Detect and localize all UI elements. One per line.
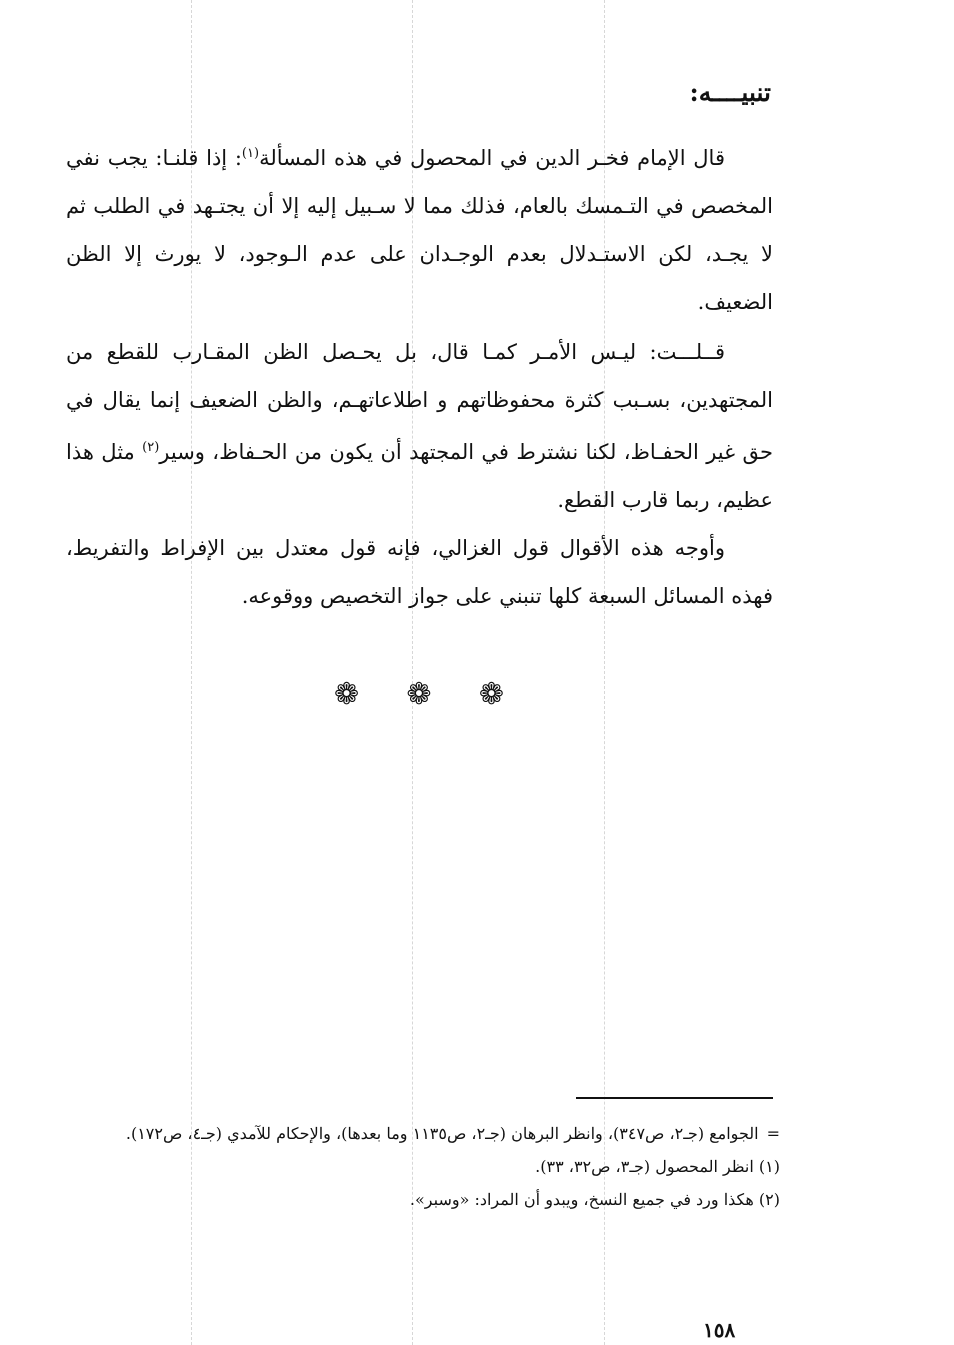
paragraph-3: وأوجه هذه الأقوال قول الغزالي، فإنه قول معتدل بين الإفراط والتفريط، فهذه المسائل السبعة كلها تنبني على جواز التخصيص ووقوعه. [66,536,773,608]
footnote-1: (١) انظر المحصول (جـ٣، ص٣٢، ٣٣). [535,1157,780,1176]
footnotes [60,1117,780,1216]
flower-ornament-icon: ❁ [478,677,504,712]
paragraph-2: قــلـــت: ليـس الأمـر كمـا قال، بل يحـصل الظن المقـارب للقطع من المجتهدين، بسـبب كثرة محفوظاتهم و اطلاعاتهـم، والظن الضعيف إنما يقال في حق غير الحفـاظ، لكنا نشترط في المجتهد أن يكون من الحـفاظ، وسير$^{(٢)}$ مثل هذا عظيم، ربما قارب القطع. [66,340,773,512]
footnote-continuation: =الجوامع (جـ٢، ص٣٤٧)، وانظر البرهان (جـ٢، ص١١٣٥ وما بعدها)، والإحكام للآمدي (جـ٤، ص١٧٢). [125,1124,780,1143]
footnote-ref-1: (١) [241,146,260,161]
paragraph-1: قال الإمام فخـر الدين في المحصول في هذه المسألة$^{(١)}$: إذا قلنـا: يجب نفي المخصص في التـمسك بالعام، فذلك مما لا سـبيل إليه إلا أن يجتـهد في الطلب ثم لا يجـد، لكن الاستـدلال بعدم الوجـدان على عدم الـوجود، لا يورث إلا الظن الضعيف. [66,146,773,314]
page-number: ١٥٨ [703,1318,736,1342]
section-separator [334,677,504,712]
footnote-rule [576,1097,773,1099]
footnote-ref-2: (٢) [142,440,160,455]
flower-ornament-icon: ❁ [334,677,360,712]
footnote-2: (٢) هكذا ورد في جميع النسخ، ويبدو أن المراد: «وسبر». [409,1190,780,1209]
section-heading: تنبيــــه: [689,78,771,107]
flower-ornament-icon: ❁ [406,677,432,712]
